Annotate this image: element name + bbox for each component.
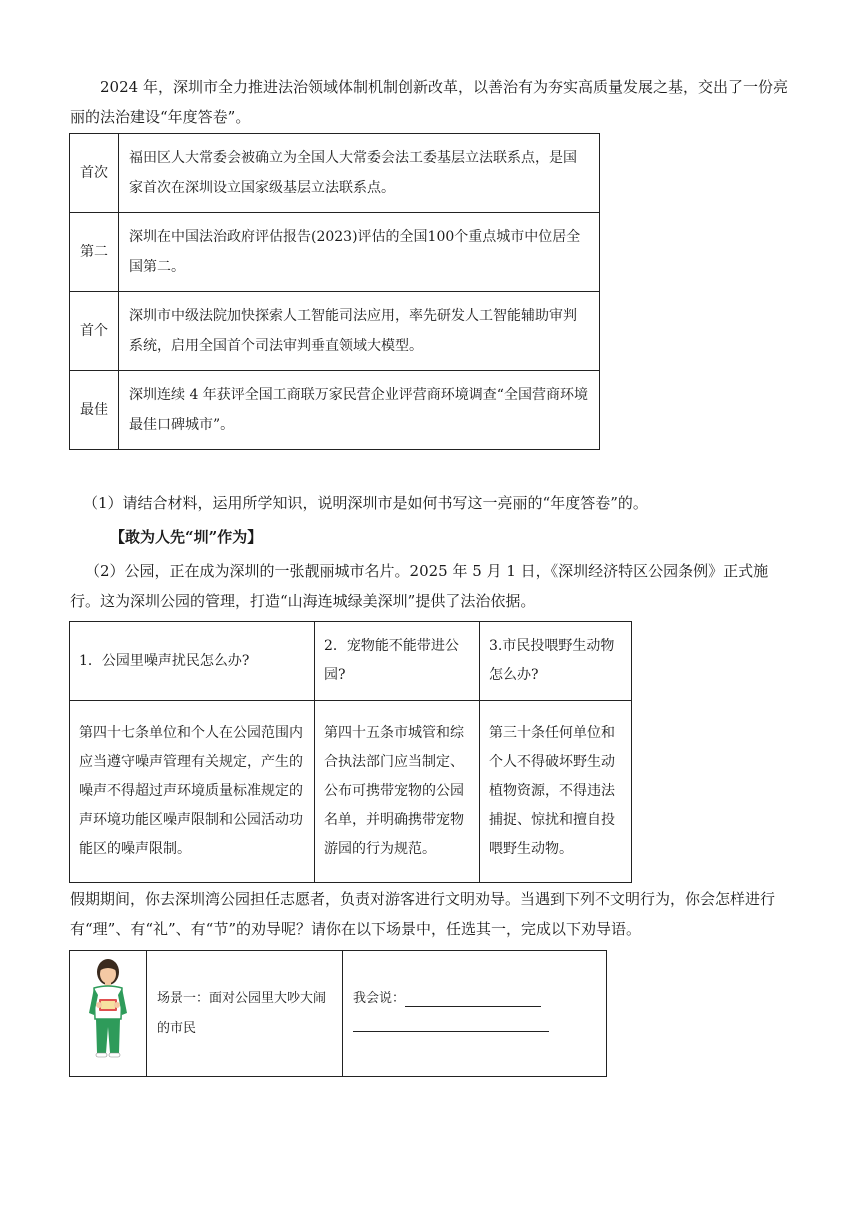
answer-blank-2[interactable] — [353, 1015, 549, 1032]
cell-pets: 第四十五条市城管和综合执法部门应当制定、公布可携带宠物的公园名单，并明确携带宠物游园的行为规范。 — [315, 701, 480, 883]
row-label: 最佳 — [70, 371, 119, 450]
row-label: 第二 — [70, 213, 119, 292]
table-header-row — [70, 622, 632, 701]
table-row — [70, 951, 607, 1077]
row-text: 福田区人大常委会被确立为全国人大常委会法工委基层立法联系点，是国家首次在深圳设立国家级基层立法联系点。 — [119, 134, 600, 213]
header-wildlife: 3.市民投喂野生动物怎么办? — [480, 622, 632, 701]
answer-blank-1[interactable] — [405, 990, 541, 1007]
answer-area — [343, 951, 607, 1077]
table-row — [70, 213, 600, 292]
table-row — [70, 701, 632, 883]
say-label: 我会说： — [353, 990, 406, 1006]
question-2: （2）公园，正在成为深圳的一张靓丽城市名片。2025 年 5 月 1 日，《深圳经济特区公园条例》正式施行。这为深圳公园的管理，打造“山海连城绿美深圳”提供了法治依据。 — [70, 562, 769, 610]
row-text: 深圳连续 4 年获评全国工商联万家民营企业评营商环境调查“全国营商环境最佳口碑城市”。 — [119, 371, 600, 450]
row-label: 首次 — [70, 134, 119, 213]
header-noise: 1．公园里噪声扰民怎么办? — [70, 622, 315, 701]
header-pets: 2．宠物能不能带进公园? — [315, 622, 480, 701]
table-row — [70, 371, 600, 450]
park-regulations-table — [69, 621, 632, 883]
student-illustration — [70, 951, 147, 1077]
cell-wildlife: 第三十条任何单位和个人不得破坏野生动植物资源，不得违法捕捉、惊扰和擅自投喂野生动物。 — [480, 701, 632, 883]
scene-table — [69, 950, 607, 1077]
question-1: （1）请结合材料，运用所学知识，说明深圳市是如何书写这一亮丽的“年度答卷”的。 — [83, 494, 648, 512]
intro-paragraph: 2024 年，深圳市全力推进法治领域体制机制创新改革，以善治有为夯实高质量发展之基，交出了一份亮丽的法治建设“年度答卷”。 — [70, 78, 788, 126]
volunteer-paragraph: 假期期间，你去深圳湾公园担任志愿者，负责对游客进行文明劝导。当遇到下列不文明行为，你会怎样进行有“理”、有“礼”、有“节”的劝导呢？请你在以下场景中，任选其一，完成以下劝导语。 — [70, 890, 776, 938]
table-row — [70, 292, 600, 371]
cell-noise: 第四十七条单位和个人在公园范围内应当遵守噪声管理有关规定，产生的噪声不得超过声环境质量标准规定的声环境功能区噪声限制和公园活动功能区的噪声限制。 — [70, 701, 315, 883]
row-text: 深圳市中级法院加快探索人工智能司法应用，率先研发人工智能辅助审判系统，启用全国首个司法审判垂直领域大模型。 — [119, 292, 600, 371]
student-figure-icon — [84, 957, 132, 1059]
table-row — [70, 134, 600, 213]
scene-one: 场景一：面对公园里大吵大闹的市民 — [147, 951, 343, 1077]
row-text: 深圳在中国法治政府评估报告(2023)评估的全国100个重点城市中位居全国第二。 — [119, 213, 600, 292]
achievements-table — [69, 133, 600, 450]
section-heading: 【敢为人先“圳”作为】 — [110, 528, 263, 546]
row-label: 首个 — [70, 292, 119, 371]
